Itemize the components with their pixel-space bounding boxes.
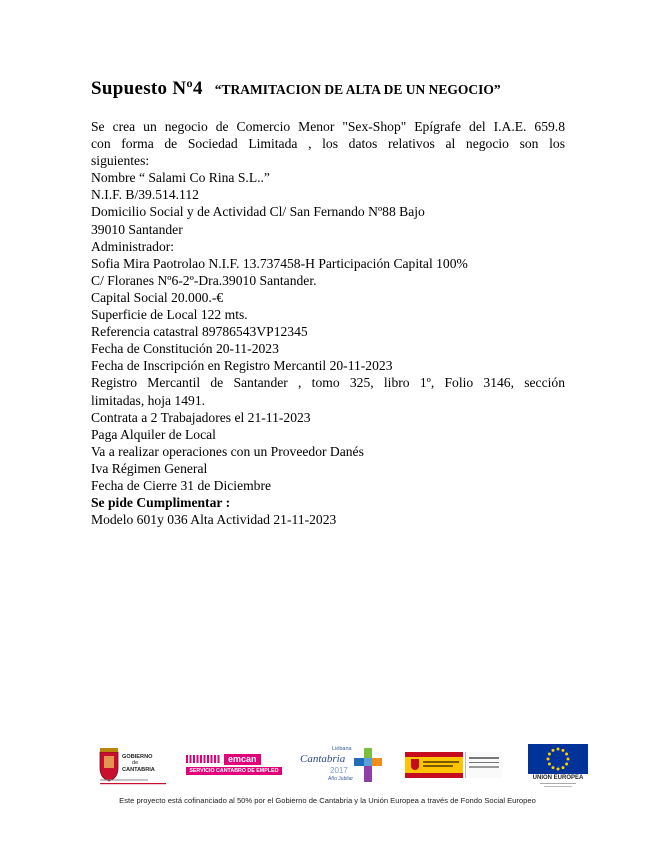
body-line: C/ Floranes Nº6-2º-Dra.39010 Santander.: [91, 272, 317, 288]
body-line: Sofia Mira Paotrolao N.I.F. 13.737458-H Participación Capital 100%: [91, 255, 468, 271]
body-line: Domicilio Social y de Actividad Cl/ San Fernando Nº88 Bajo: [91, 204, 425, 220]
body-line: 39010 Santander: [91, 221, 183, 237]
body-line: Fecha de Inscripción en Registro Mercantil 20-11-2023: [91, 358, 393, 374]
spain-flag-icon: [405, 752, 463, 778]
body-line: Capital Social 20.000.-€: [91, 289, 224, 305]
footer-note: Este proyecto está cofinanciado al 50% por el Gobierno de Cantabria y la Unión Europea a través de Fondo Social Europeo: [119, 796, 536, 805]
liebana-name: Cantabria: [300, 753, 346, 765]
body-line: N.I.F. B/39.514.112: [91, 187, 199, 203]
ministry-text-block: [465, 752, 502, 778]
body-line: Iva Régimen General: [91, 460, 208, 476]
emcan-name: emcan: [224, 754, 261, 765]
modelo-line: Modelo 601y 036 Alta Actividad 21-11-2023: [91, 512, 337, 528]
body-line: Fecha de Cierre 31 de Diciembre: [91, 477, 272, 493]
registro-line-1: Registro Mercantil de Santander , tomo 325, libro 1º, Folio 3146, sección: [91, 375, 565, 391]
footer-logos: [0, 740, 655, 790]
liebana-top: Liébana: [332, 746, 352, 752]
emcan-sub: SERVICIO CANTABRO DE EMPLEO: [186, 767, 282, 775]
intro-line-3: siguientes:: [91, 153, 150, 169]
spain-government-logo: [405, 752, 501, 778]
document-title: [91, 78, 501, 100]
body-line: Paga Alquiler de Local: [91, 426, 216, 442]
intro-line-2: con forma de Sociedad Limitada , los datos relativos al negocio son los: [91, 136, 565, 152]
liebana-2017-logo: [300, 746, 384, 786]
body-line: Nombre “ Salami Co Rina S.L..”: [91, 170, 270, 186]
intro-line-1: Se crea un negocio de Comercio Menor "Sex-Shop" Epígrafe del I.A.E. 659.8: [91, 119, 565, 134]
eu-flag-icon: [528, 744, 588, 774]
emcan-bars-icon: [186, 755, 220, 763]
gobierno-line-3: CANTABRIA: [122, 766, 155, 773]
registro-line-2: limitadas, hoja 1491.: [91, 392, 206, 408]
body-line: Superficie de Local 122 mts.: [91, 307, 248, 323]
gobierno-line-1: GOBIERNO: [122, 754, 153, 760]
body-line: Va a realizar operaciones con un Proveedor Danés: [91, 443, 364, 459]
body-line: Fecha de Constitución 20-11-2023: [91, 341, 279, 357]
se-pide-heading: Se pide Cumplimentar :: [91, 495, 231, 511]
gobierno-cantabria-logo: [97, 746, 169, 786]
cross-icon: [354, 748, 382, 784]
liebana-year: 2017: [330, 766, 348, 775]
document-body: [91, 118, 565, 528]
emcan-logo: [186, 753, 282, 777]
eu-label: UNIÓN EUROPEA: [532, 775, 584, 781]
body-line: Referencia catastral 89786543VP12345: [91, 324, 308, 340]
title-main: Supuesto Nº4: [91, 78, 203, 99]
title-sub: “TRAMITACION DE ALTA DE UN NEGOCIO”: [214, 82, 501, 97]
body-line: Contrata a 2 Trabajadores el 21-11-2023: [91, 409, 311, 425]
body-line: Administrador:: [91, 238, 175, 254]
gobierno-line-2: de: [132, 760, 139, 767]
eu-logo: [528, 744, 588, 788]
liebana-sub: Año Jubilar: [328, 776, 354, 782]
